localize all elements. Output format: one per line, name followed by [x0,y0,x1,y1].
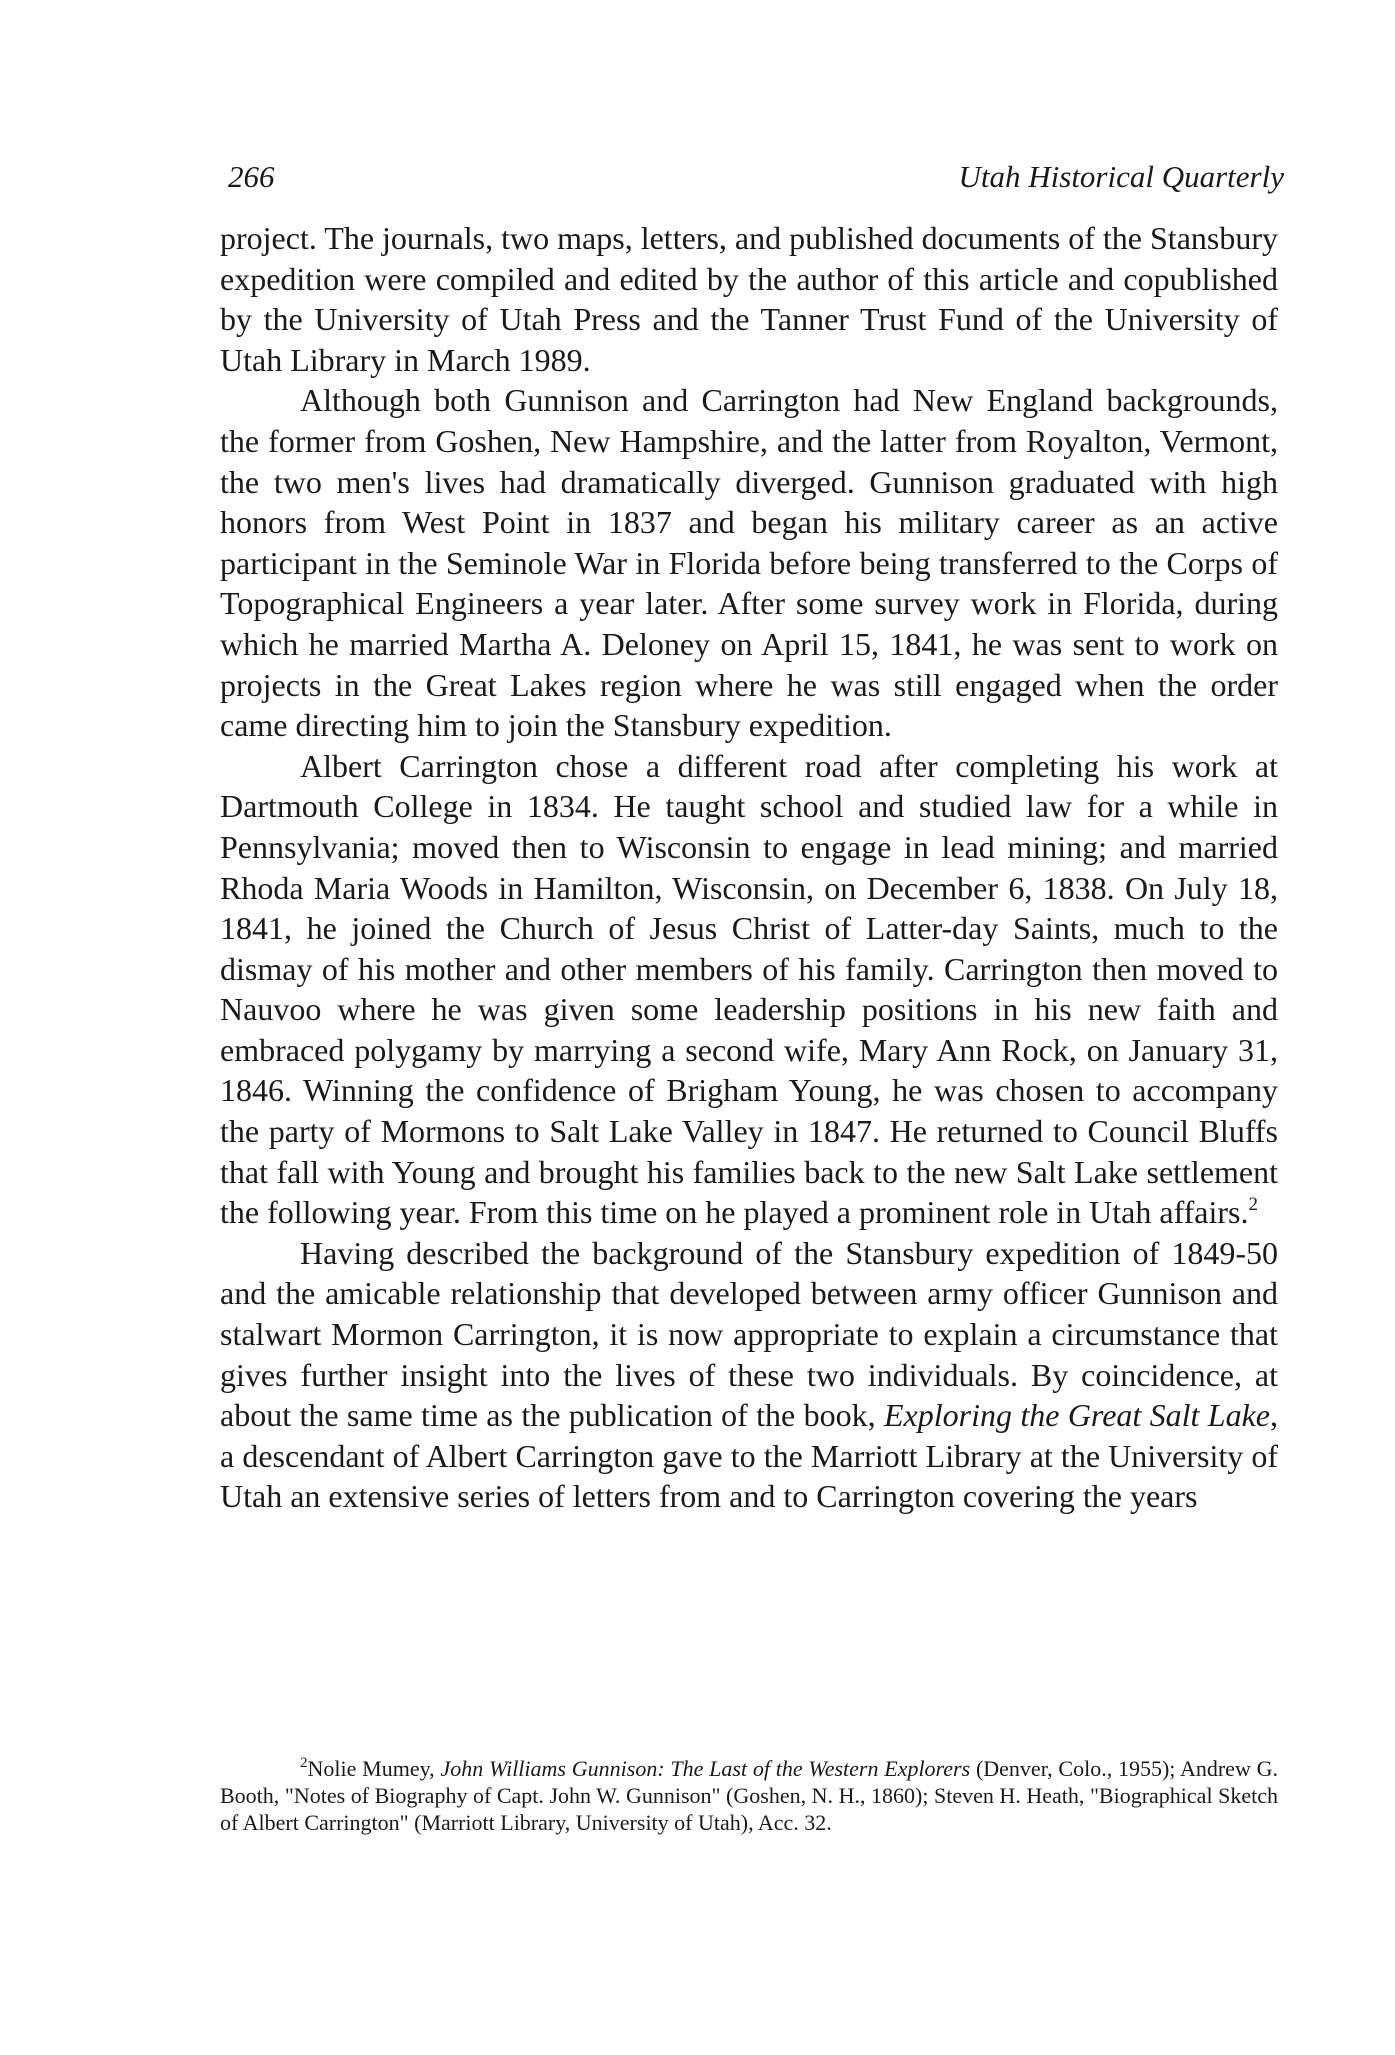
book-title: Exploring the Great Salt Lake [884,1397,1271,1434]
journal-title: Utah Historical Quarterly [958,159,1284,194]
running-head [228,155,1284,199]
paragraph-4-text-after: , a descendant of Albert Carrington gave to the Marriott Library at the University of Utah an extensive series of letters from and to Carrington covering the years [220,1397,1279,1515]
page-number: 266 [228,159,275,194]
paragraph-3-text: Albert Carrington chose a different road after completing his work at Dartmouth College in 1834. He taught school and studied law for a while in Pennsylvania; moved then to Wisconsin to engage in lead mining; and married Rhoda Maria Woods in Hamilton, Wisconsin, on December 6, 1838. On July 18, 1841, he joined the Church of Jesus Christ of Latter-day Saints, much to the dismay of his mother and other members of his family. Carrington then moved to Nauvoo where he was given some leadership positions in his new faith and embraced polygamy by marrying a second wife, Mary Ann Rock, on January 31, 1846. Winning the confidence of Brigham Young, he was chosen to accompany the party of Mormons to Salt Lake Valley in 1847. He returned to Council Bluffs that fall with Young and brought his families back to the new Salt Lake settlement the following year. From this time on he played a prominent role in Utah affairs. [220,747,1278,1231]
paragraph-4 [220,1233,1278,1517]
footnote [220,1755,1278,1836]
body-text [220,218,1278,1517]
paragraph-3 [220,746,1278,1233]
footnote-marker: 2 [300,1755,308,1771]
paragraph-4-text-before: Having described the background of the Stansbury expedition of 1849-50 and the amicable relationship that developed between army officer Gunnison and stalwart Mormon Carrington, it is now appropriate to explain a circumstance that gives further insight into the lives of these two individuals. By coincidence, at about the same time as the publication of the book, [220,1234,1278,1434]
footnote-reference: 2 [1248,1194,1258,1216]
paragraph-2: Although both Gunnison and Carrington had New England backgrounds, the former from Goshen, New Hampshire, and the latter from Royalton, Vermont, the two men's lives had dramatically diverged. Gunnison graduated with high honors from West Point in 1837 and began his military career as an active participant in the Seminole War in Florida before being transferred to the Corps of Topographical Engineers a year later. After some survey work in Florida, during which he married Martha A. Deloney on April 15, 1841, he was sent to work on projects in the Great Lakes region where he was still engaged when the order came directing him to join the Stansbury expedition. [220,382,1278,744]
footnote-text: (Denver, Colo., 1955); Andrew G. Booth, "Notes of Biography of Capt. John W. Gunnison" (Goshen, N. H., 1860); Steven H. Heath, "Biographical Sketch of Albert Carrington" (Marriott Library, University of Utah), Acc. 32. [220,1756,1278,1835]
footnote-author: Nolie Mumey, [307,1756,441,1781]
footnote-cited-title: John Williams Gunnison: The Last of the Western Explorers [440,1756,971,1781]
paragraph-1: project. The journals, two maps, letters, and published documents of the Stansbury expedition were compiled and edited by the author of this article and copublished by the University of Utah Press and the Tanner Trust Fund of the University of Utah Library in March 1989. [220,220,1278,378]
